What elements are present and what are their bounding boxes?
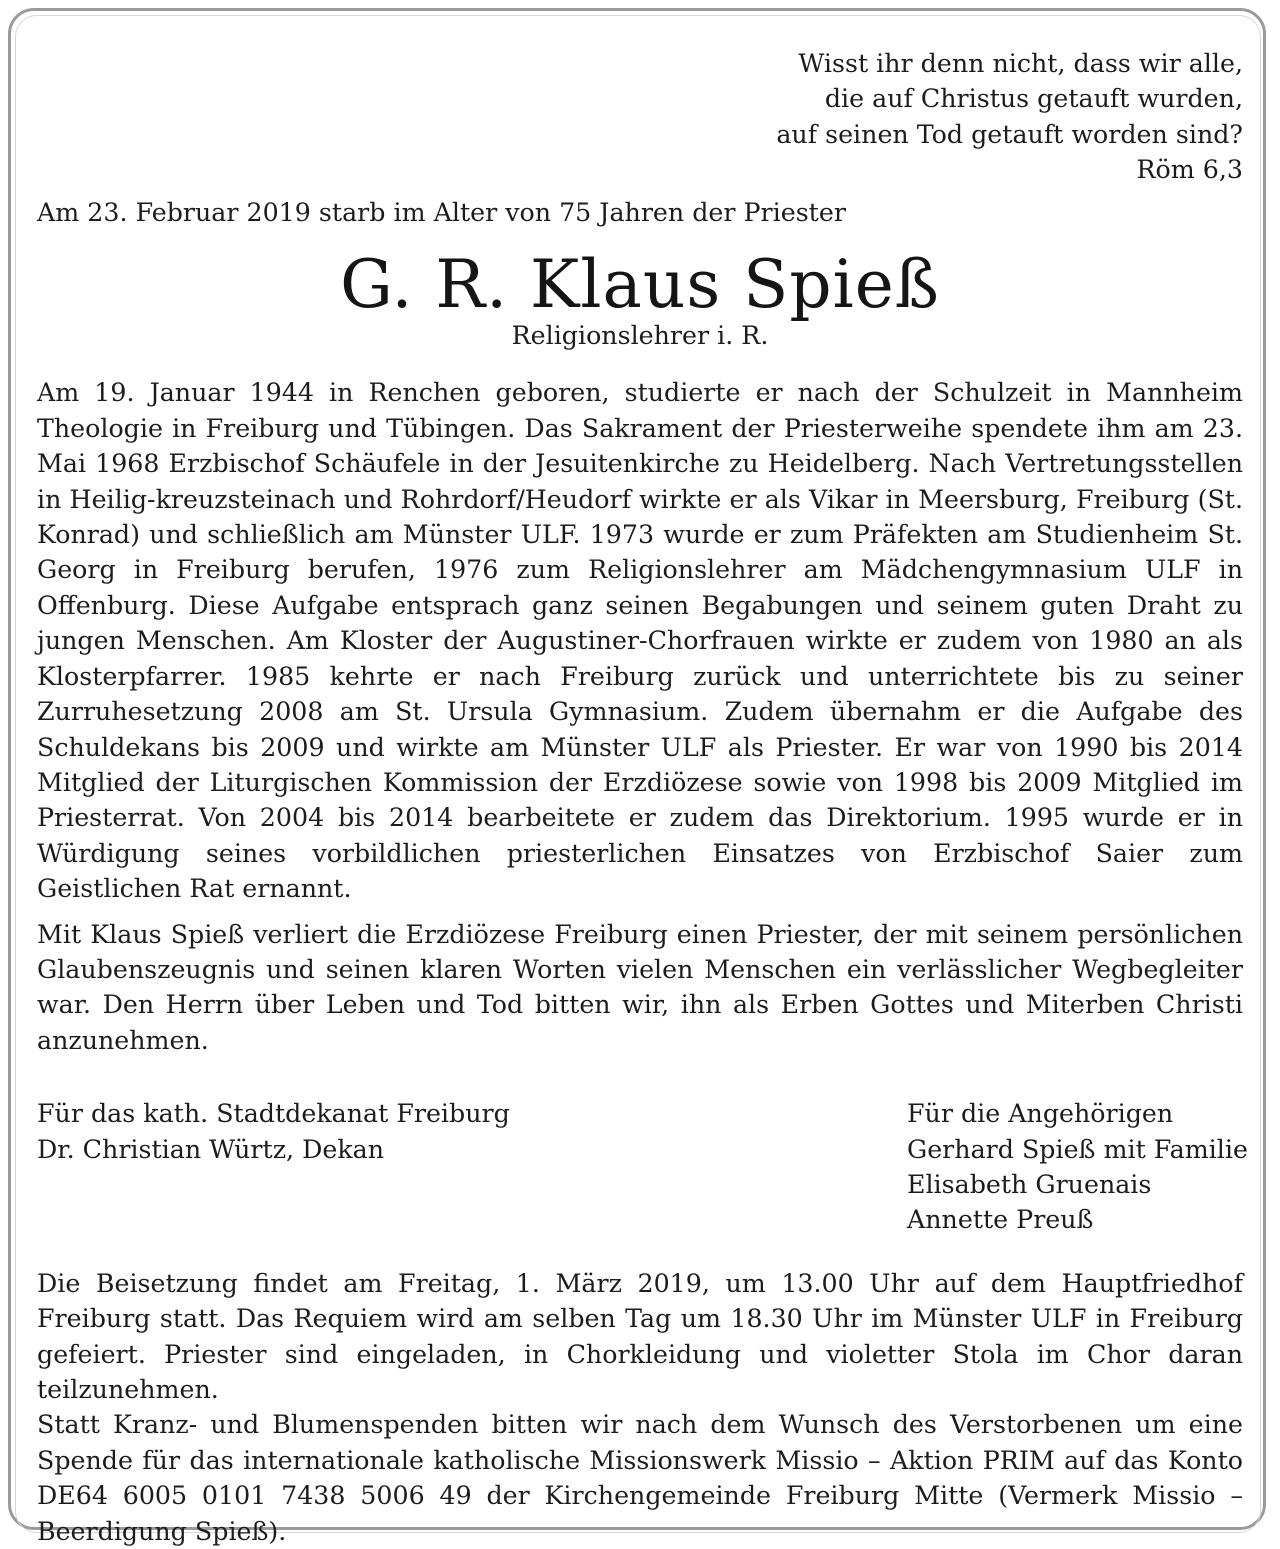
quote-reference: Röm 6,3 <box>1136 155 1243 185</box>
signature-line: Für die Angehörigen <box>907 1099 1174 1129</box>
signature-line: Elisabeth Gruenais <box>907 1169 1152 1199</box>
signature-line: Gerhard Spieß mit Familie <box>907 1134 1248 1164</box>
obituary-notice <box>37 46 1248 1549</box>
donation-request: Statt Kranz- und Blumenspenden bitten wir nach dem Wunsch des Verstorbenen um eine Spende für das internationale katholische Missionswerk Missio – Aktion PRIM auf das Konto DE64 6005 0101 7438 5006 49 der Kirchengemeinde Freiburg Mitte (Vermerk Missio – Beerdigung Spieß). <box>37 1410 1243 1546</box>
quote-line: Wisst ihr denn nicht, dass wir alle, <box>798 49 1243 78</box>
signature-line: Für das kath. Stadtdekanat Freiburg <box>37 1099 510 1129</box>
tribute-paragraph: Mit Klaus Spieß verliert die Erzdiözese Freiburg einen Priester, der mit seinem persönlichen Glaubenszeugnis und seinen klaren Worten vielen Menschen ein verlässlicher Wegbegleiter war. Den Herrn über Leben und Tod bitten wir, ihn als Erben Gottes und Miterben Christi anzunehmen. <box>37 919 1243 1055</box>
quote-line: auf seinen Tod getauft worden sind? <box>776 119 1243 149</box>
signatures <box>37 1096 1248 1238</box>
deceased-name: G. R. Klaus Spieß <box>340 246 940 324</box>
biography-paragraph: Am 19. Januar 1944 in Renchen geboren, studierte er nach der Schulzeit in Mannheim Theologie in Freiburg und Tübingen. Das Sakrament der Priesterweihe spendete ihm am 23. Mai 1968 Erzbischof Schäufele in der Jesuitenkirche zu Heidelberg. Nach Vertretungsstellen in Heilig-kreuzsteinach und Rohrdorf/Heudorf wirkte er als Vikar in Meersburg, Freiburg (St. Konrad) und schließlich am Münster ULF. 1973 wurde er zum Präfekten am Studienheim St. Georg in Freiburg berufen, 1976 zum Religionslehrer am Mädchengymnasium ULF in Offenburg. Diese Aufgabe entsprach ganz seinen Begabungen und seinem guten Draht zu jungen Menschen. Am Kloster der Augustiner-Chorfrauen wirkte er zudem von 1980 an als Klosterpfarrer. 1985 kehrte er nach Freiburg zurück und unterrichtete bis zu seiner Zurruhesetzung 2008 am St. Ursula Gymnasium. Zudem übernahm er die Aufgabe des Schuldekans bis 2009 und wirkte am Münster ULF als Priester. Er war von 1990 bis 2014 Mitglied der Liturgischen Kommission der Erzdiözese sowie von 1998 bis 2009 Mitglied im Priesterrat. Von 2004 bis 2014 bearbeitete er zudem das Direktorium. 1995 wurde er in Würdigung seines vorbildlichen priesterlichen Einsatzes von Erzbischof Saier zum Geistlichen Rat ernannt. <box>37 378 1243 904</box>
bible-quote <box>37 46 1243 188</box>
funeral-details: Die Beisetzung findet am Freitag, 1. März 2019, um 13.00 Uhr auf dem Hauptfriedhof Freiburg statt. Das Requiem wird am selben Tag um 18.30 Uhr im Münster ULF in Freiburg gefeiert. Priester sind eingeladen, in Chorkleidung und violetter Stola im Chor daran teilzunehmen. <box>37 1268 1243 1404</box>
signature-relatives <box>907 1096 1248 1238</box>
quote-line: die auf Christus getauft wurden, <box>824 84 1243 114</box>
death-announcement: Am 23. Februar 2019 starb im Alter von 75 Jahren der Priester <box>37 197 846 227</box>
deceased-role: Religionslehrer i. R. <box>511 321 769 351</box>
signature-line: Dr. Christian Würtz, Dekan <box>37 1134 385 1164</box>
signature-deanery <box>37 1096 510 1238</box>
signature-line: Annette Preuß <box>907 1205 1094 1235</box>
